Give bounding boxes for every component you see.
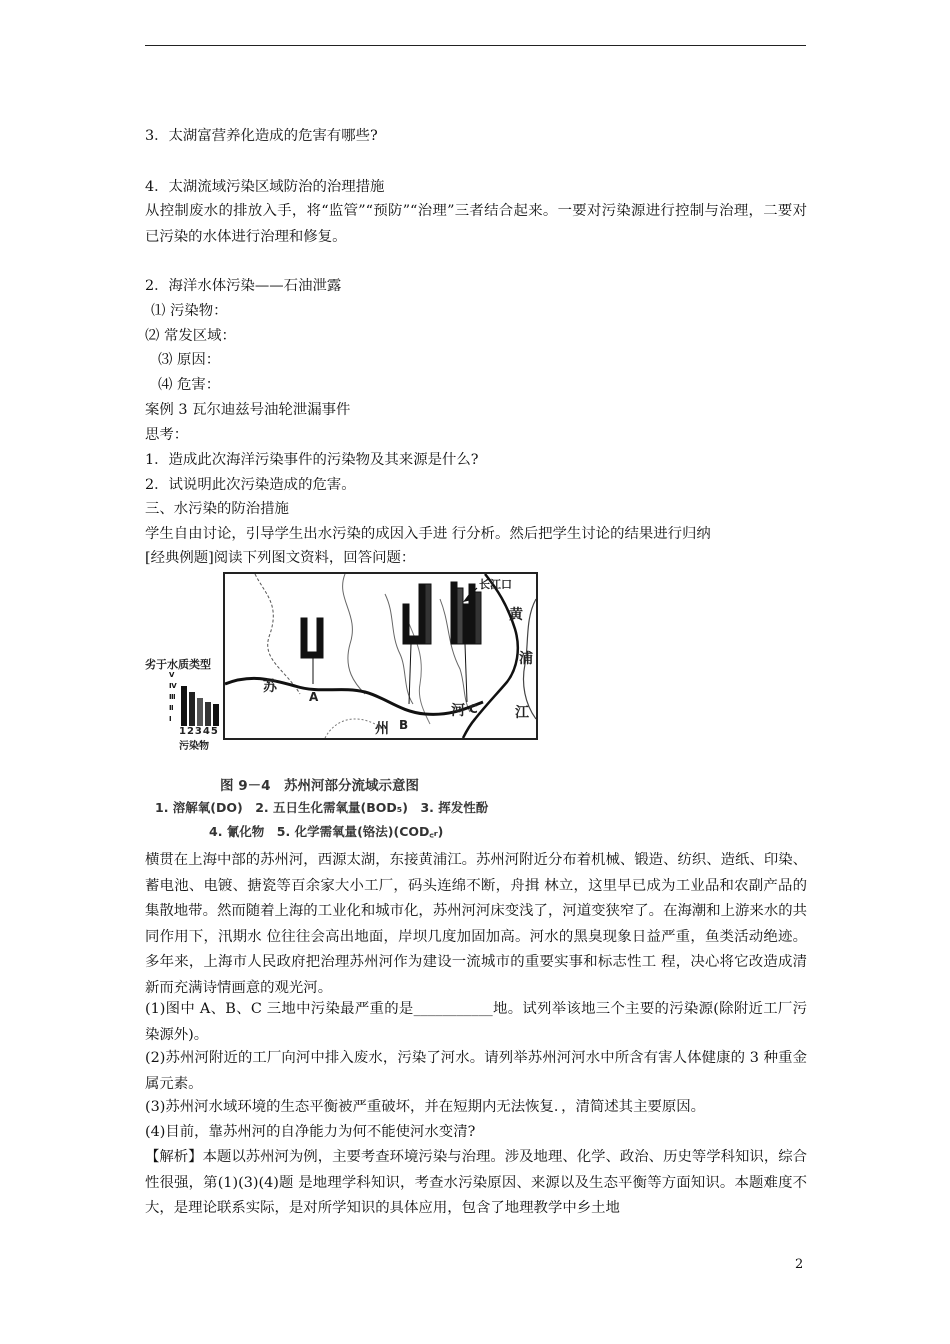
level-3: Ⅲ [169, 693, 176, 701]
section-4-title: 4．太湖流域污染区域防治的治理措施 [145, 179, 385, 195]
item-pollutant: ⑴ 污染物： [151, 303, 228, 319]
label-pu: 浦 [519, 651, 533, 667]
label-jiang: 江 [515, 705, 529, 721]
legend-numbers: 12345 [179, 726, 219, 737]
water-quality-legend [145, 656, 225, 751]
label-site-c: C [469, 702, 478, 716]
label-su: 苏 [263, 679, 277, 695]
question-4: (4)目前，靠苏州河的自净能力为何不能使河水变清? [145, 1124, 476, 1140]
label-site-a: A [309, 690, 319, 704]
think-question-1: 1．造成此次海洋污染事件的污染物及其来源是什么? [145, 452, 479, 468]
level-4: Ⅳ [169, 682, 177, 690]
question-3-river: (3)苏州河水域环境的生态平衡被严重破坏，并在短期内无法恢复．，清简述其主要原因。 [145, 1099, 706, 1115]
legend-title: 劣于水质类型 [145, 658, 211, 671]
analysis-text: 【解析】本题以苏州河为例，主要考查环境污染与治理。涉及地理、化学、政治、历史等学科知识，综合性很强，第(1)(3)(4)题 是地理学科知识，考查水污染原因、来源以及生态平衡等方面知识。本题难度不大，是理论联系实际，是对所学知识的具体应用，包含了地理教学中乡土地 [145, 1149, 807, 1217]
page-number: 2 [795, 1257, 804, 1272]
passage-text: 横贯在上海中部的苏州河，西源太湖，东接黄浦江。苏州河附近分布着机械、锻造、纺织、造纸、印染、蓄电池、电镀、搪瓷等百余家大小工厂，码头连绵不断，舟揖 林立，这里早已成为工业品和农副产品的集散地带。然而随着上海的工业化和城市化，苏州河河床变浅了，河道变狭窄了。在海潮和上游来水的共同作用下，汛期水 位往往会高出地面，岸坝几度加固加高。河水的黑臭现象日益严重，鱼类活动绝迹。多年来，上海市人民政府把治理苏州河作为建设一流城市的重要实事和标志性工 程，决心将它改造成清新而充满诗情画意的观光河。 [145, 852, 807, 996]
classic-example-intro: [经典例题]阅读下列图文资料，回答问题： [145, 550, 416, 566]
figure-caption-line-1: 1. 溶解氧(DO) 2. 五日生化需氧量(BOD₅) 3. 挥发性酚 [155, 800, 489, 815]
ocean-pollution-title: 2．海洋水体污染——石油泄露 [145, 278, 342, 294]
question-1: (1)图中 A、B、C 三地中污染最严重的是___________地。试列举该地三个主要的污染源(除附近工厂污染源外)。 [145, 1001, 807, 1043]
case-3: 案例 3 瓦尔迪兹号油轮泄漏事件 [145, 402, 351, 418]
think-question-2: 2．试说明此次污染造成的危害。 [145, 477, 356, 493]
map-drawing [225, 574, 536, 738]
figure-caption-line-2: 4. 氰化物 5. 化学需氧量(铬法)(COD꜀ᵣ) [209, 824, 444, 839]
level-2: Ⅱ [169, 704, 174, 712]
legend-bottom: 污染物 [179, 741, 209, 752]
item-cause: ⑶ 原因： [158, 352, 221, 368]
question-2: (2)苏州河附近的工厂向河中排入废水，污染了河水。请列举苏州河河水中所含有害人体健康的 3 种重金属元素。 [145, 1050, 807, 1092]
question-3: 3．太湖富营养化造成的危害有哪些? [145, 128, 378, 144]
label-site-b: B [399, 718, 409, 732]
suzhou-river-map [223, 572, 538, 740]
label-he: 河 [451, 703, 465, 719]
header-rule [145, 45, 806, 46]
item-region: ⑵ 常发区域： [145, 328, 236, 344]
label-changjiangkou: 长江口 [479, 578, 512, 591]
suzhou-river-figure [145, 568, 545, 848]
section-4-body: 从控制废水的排放入手，将“监管”“预防”“治理”三者结合起来。一要对污染源进行控制与治理，二要对已污染的水体进行治理和修复。 [145, 203, 807, 245]
label-huang: 黄 [509, 607, 523, 623]
figure-caption-title: 图 9－4 苏州河部分流域示意图 [220, 778, 419, 794]
level-1: Ⅰ [169, 715, 172, 723]
label-zhou: 州 [375, 721, 389, 737]
legend-bars [145, 656, 225, 736]
think-label: 思考： [145, 427, 189, 443]
section-3-title: 三、水污染的防治措施 [145, 501, 289, 517]
discussion-text: 学生自由讨论，引导学生出水污染的成因入手进 行分析。然后把学生讨论的结果进行归纳 [145, 526, 711, 542]
item-harm: ⑷ 危害： [158, 377, 221, 393]
level-5: Ⅴ [169, 671, 175, 679]
